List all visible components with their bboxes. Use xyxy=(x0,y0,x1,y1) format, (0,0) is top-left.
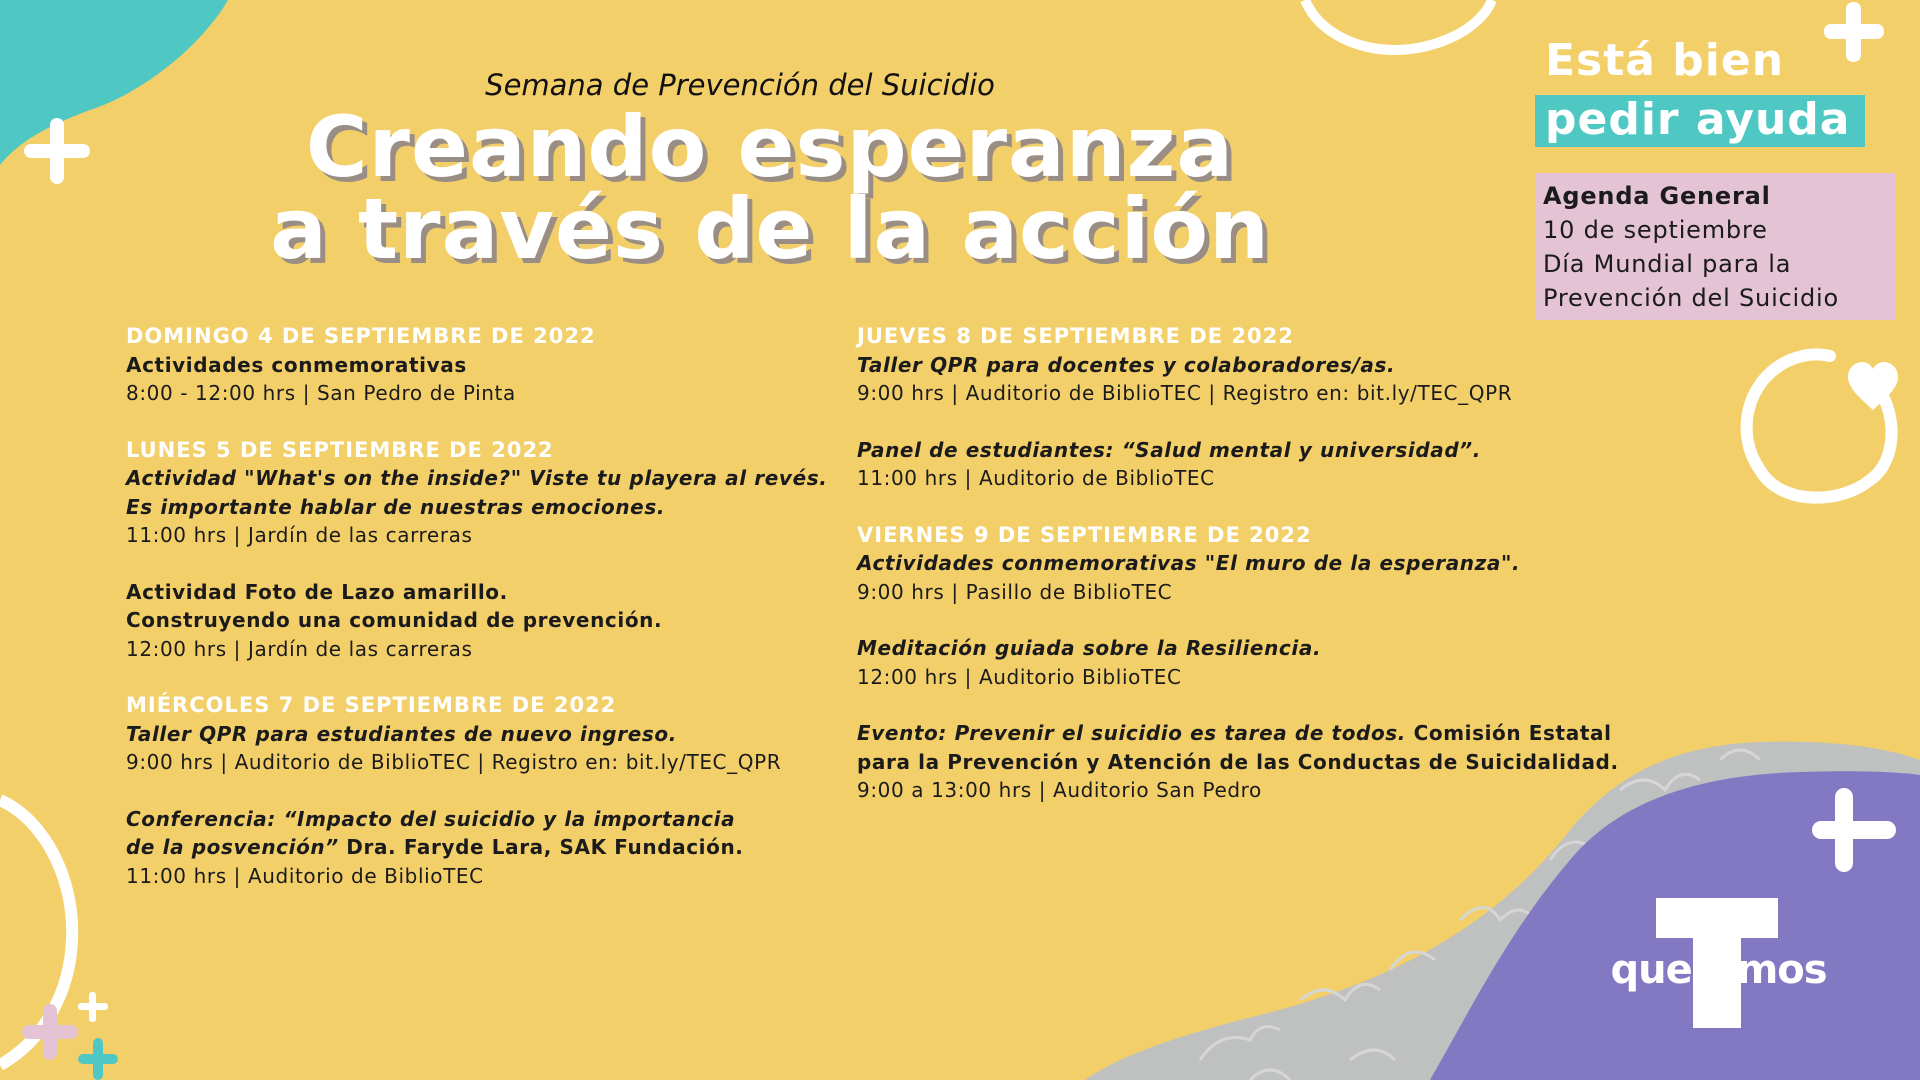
event-title-with-organizer xyxy=(857,719,1637,748)
day-heading: LUNES 5 DE SEPTIEMBRE DE 2022 xyxy=(126,437,554,462)
top-ring xyxy=(1305,0,1492,50)
help-badge-line-2: pedir ayuda xyxy=(1535,95,1865,147)
event-title: Actividad Foto de Lazo amarillo. xyxy=(126,579,508,604)
event-organizer: Comisión Estatal xyxy=(1406,721,1612,745)
event-detail: 11:00 hrs | Jardín de las carreras xyxy=(126,523,473,547)
event-title: Es importante hablar de nuestras emociones. xyxy=(126,494,666,519)
event-detail: 9:00 hrs | Pasillo de BiblioTEC xyxy=(857,579,1173,604)
event-title: Actividad "What's on the inside?" Viste tu playera al revés. xyxy=(126,466,828,490)
event-title: Construyendo una comunidad de prevención. xyxy=(126,608,663,632)
agenda-line: Prevención del Suicidio xyxy=(1543,284,1839,312)
event-title: Conferencia: “Impacto del suicidio y la importancia xyxy=(126,806,736,831)
event-title: Evento: Prevenir el suicidio es tarea de todos. xyxy=(857,721,1407,745)
agenda-title: Agenda General xyxy=(1543,182,1771,210)
event-detail: 11:00 hrs | Auditorio de BiblioTEC xyxy=(126,863,484,888)
day-heading: DOMINGO 4 DE SEPTIEMBRE DE 2022 xyxy=(126,324,596,348)
event-detail: 12:00 hrs | Jardín de las carreras xyxy=(126,636,473,661)
event-speaker: Dra. Faryde Lara, SAK Fundación. xyxy=(338,835,744,859)
agenda-box xyxy=(1535,173,1896,320)
event-title: Actividades conmemorativas xyxy=(126,352,467,377)
day-heading: JUEVES 8 DE SEPTIEMBRE DE 2022 xyxy=(857,324,1294,348)
event-organizer: para la Prevención y Atención de las Conductas de Suicidalidad. xyxy=(857,749,1619,774)
event-detail: 11:00 hrs | Auditorio de BiblioTEC xyxy=(857,466,1215,490)
event-title: Taller QPR para estudiantes de nuevo ingreso. xyxy=(126,721,677,746)
agenda-line: Día Mundial para la xyxy=(1543,250,1792,278)
teal-blob xyxy=(0,0,228,165)
event-detail: 12:00 hrs | Auditorio BiblioTEC xyxy=(857,664,1182,689)
day-heading: VIERNES 9 DE SEPTIEMBRE DE 2022 xyxy=(857,522,1312,547)
schedule-left-column xyxy=(126,322,846,890)
event-title-with-speaker xyxy=(126,833,846,862)
event-title: Panel de estudiantes: “Salud mental y universidad”. xyxy=(857,437,1481,462)
event-title: Actividades conmemorativas "El muro de la esperanza". xyxy=(857,551,1521,575)
event-title: Meditación guiada sobre la Resiliencia. xyxy=(857,636,1322,660)
event-title: Taller QPR para docentes y colaboradores/as. xyxy=(857,352,1396,377)
event-subtitle: Semana de Prevención del Suicidio xyxy=(485,68,995,102)
plus-icon-pink xyxy=(22,1004,78,1060)
headline-line-2: a través de la acción xyxy=(270,180,1270,278)
headline-line-1: Creando esperanza xyxy=(305,98,1235,196)
plus-icon-teal xyxy=(78,1038,118,1080)
event-detail: 9:00 hrs | Auditorio de BiblioTEC | Registro en: bit.ly/TEC_QPR xyxy=(857,381,1513,405)
event-detail: 9:00 a 13:00 hrs | Auditorio San Pedro xyxy=(857,778,1262,802)
headline xyxy=(270,98,1270,278)
plus-icon-small-white xyxy=(78,992,108,1022)
logo-text: queremos xyxy=(1610,947,1827,993)
day-heading: MIÉRCOLES 7 DE SEPTIEMBRE DE 2022 xyxy=(126,693,617,717)
help-badge-line-1: Está bien xyxy=(1545,35,1785,86)
schedule-right-column xyxy=(857,322,1637,805)
event-title: de la posvención” xyxy=(126,835,339,859)
agenda-line: 10 de septiembre xyxy=(1543,216,1768,244)
plus-icon-top-right xyxy=(1824,2,1884,62)
event-detail: 8:00 - 12:00 hrs | San Pedro de Pinta xyxy=(126,381,516,405)
event-detail: 9:00 hrs | Auditorio de BiblioTEC | Registro en: bit.ly/TEC_QPR xyxy=(126,750,782,774)
